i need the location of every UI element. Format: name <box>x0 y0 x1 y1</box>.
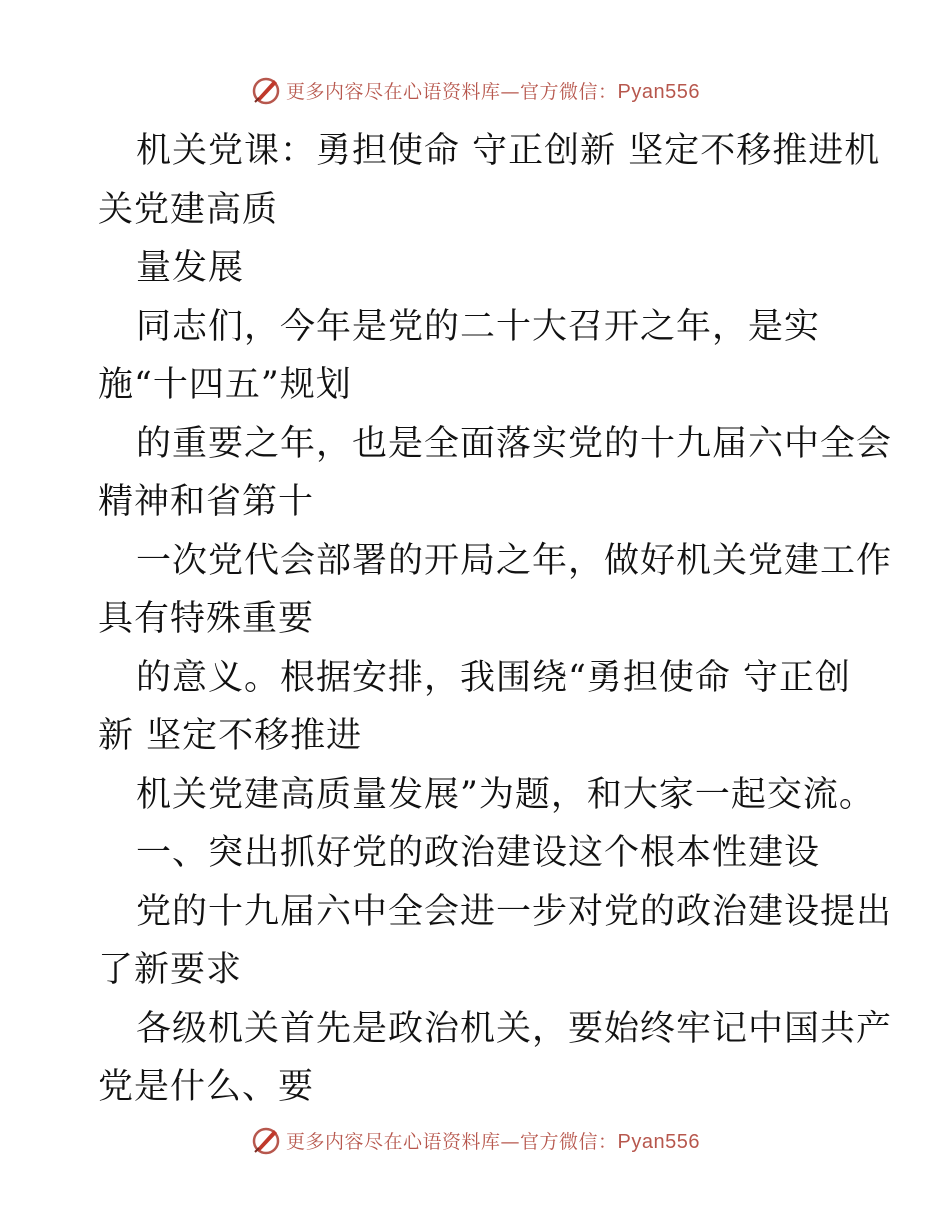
body-line: 的重要之年，也是全面落实党的十九届六中全会 <box>136 423 893 464</box>
title-line-3: 量发展 <box>136 248 245 288</box>
watermark-label: 更多内容尽在心语资料库—官方微信： <box>286 80 618 103</box>
watermark-wechat-id: Pyan556 <box>617 1130 700 1153</box>
body-line: 各级机关首先是政治机关，要始终牢记中国共产 <box>136 1008 893 1049</box>
body-line: 精神和省第十 <box>98 482 315 522</box>
header-watermark <box>0 72 950 108</box>
body-line: 具有特殊重要 <box>98 599 315 639</box>
body-line: 机关党建高质量发展”为题，和大家一起交流。 <box>136 774 875 815</box>
watermark-label: 更多内容尽在心语资料库—官方微信： <box>286 1130 618 1153</box>
body-line: 施“十四五”规划 <box>98 365 352 405</box>
body-line: 的意义。根据安排，我围绕“勇担使命 守正创 <box>136 657 852 698</box>
watermark-text <box>286 1127 700 1154</box>
quill-in-circle-icon <box>250 74 282 106</box>
watermark-text <box>286 77 700 104</box>
body-line: 新 坚定不移推进 <box>98 716 363 756</box>
body-line: 一次党代会部署的开局之年，做好机关党建工作 <box>136 540 893 581</box>
footer-watermark <box>0 1122 950 1158</box>
title-line-2: 关党建高质 <box>98 189 279 230</box>
quill-in-circle-icon <box>250 1124 282 1156</box>
watermark-wechat-id: Pyan556 <box>617 80 700 103</box>
title-line-1: 机关党课：勇担使命 守正创新 坚定不移推进机 <box>136 131 881 171</box>
body-line: 党的十九届六中全会进一步对党的政治建设提出 <box>136 891 893 932</box>
body-line: 党是什么、要 <box>98 1067 315 1107</box>
body-line: 同志们，今年是党的二十大召开之年，是实 <box>136 306 821 347</box>
body-line: 了新要求 <box>98 950 243 990</box>
section-heading: 一、突出抓好党的政治建设这个根本性建设 <box>136 833 821 873</box>
document-body <box>98 122 893 1117</box>
